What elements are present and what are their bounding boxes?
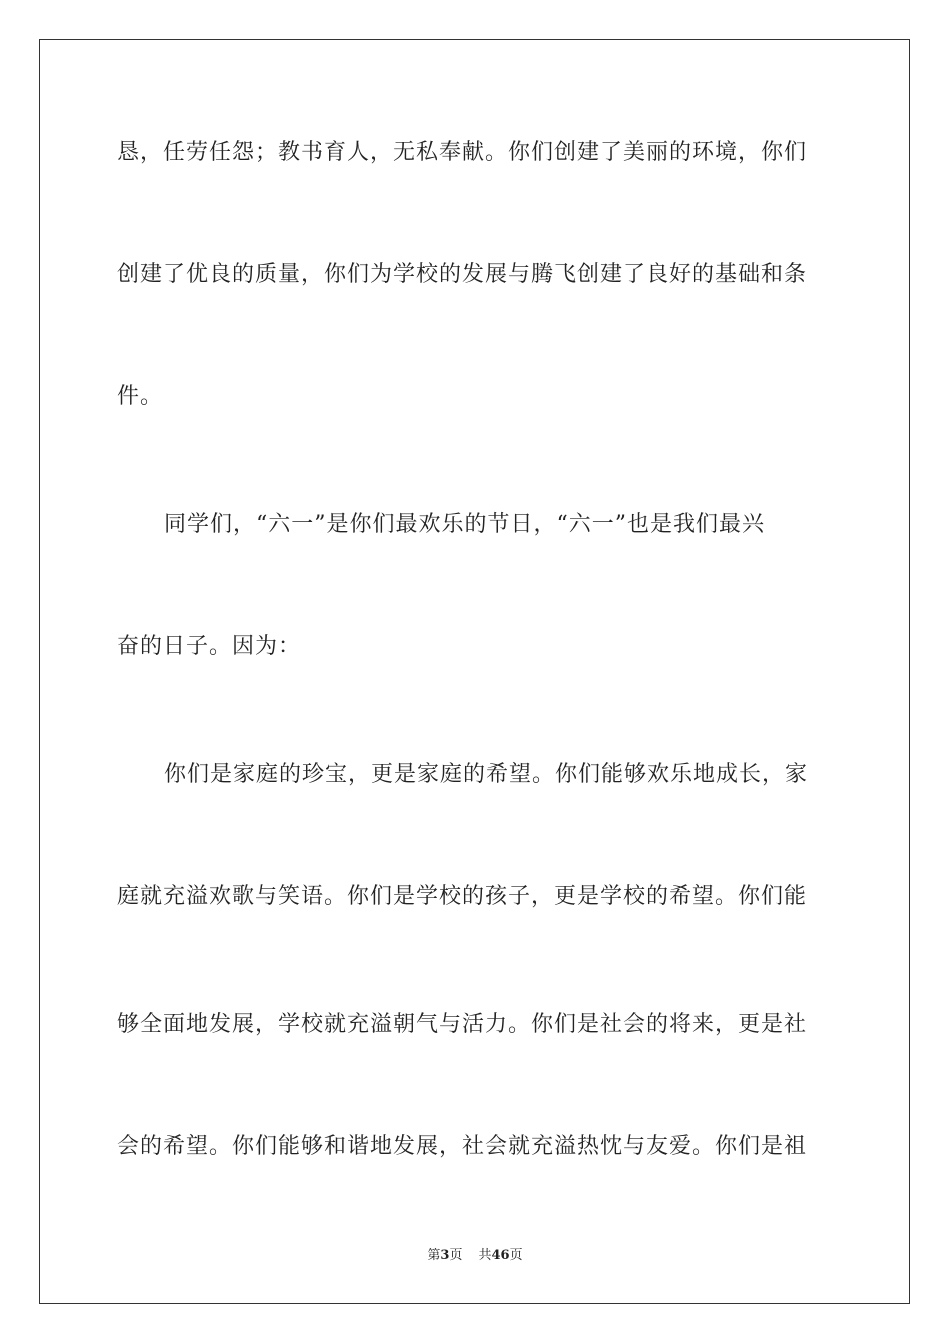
page-footer	[0, 1247, 950, 1265]
footer-total-pages: 46	[491, 1248, 510, 1263]
paragraph-line-2: 你们是家庭的珍宝，更是家庭的希望。你们能够欢乐地成长，家	[164, 762, 809, 787]
body-text-line-3: 件。	[117, 384, 164, 409]
page-frame	[39, 39, 910, 1304]
body-text-line-7: 庭就充溢欢歌与笑语。你们是学校的孩子，更是学校的希望。你们能	[117, 884, 808, 909]
footer-page-suffix: 页	[449, 1248, 463, 1263]
footer-page-prefix: 第	[427, 1248, 441, 1263]
footer-total-suffix: 页	[509, 1248, 523, 1263]
footer-page-number: 3	[440, 1248, 450, 1263]
body-text-line-9: 会的希望。你们能够和谐地发展，社会就充溢热忱与友爱。你们是祖	[117, 1134, 808, 1159]
body-text-line-5: 奋的日子。因为：	[117, 634, 302, 659]
footer-total-prefix: 共	[478, 1248, 492, 1263]
body-text-line-1: 恳，任劳任怨；教书育人，无私奉献。你们创建了美丽的环境，你们	[117, 140, 808, 165]
paragraph-line-1: 同学们，“六一”是你们最欢乐的节日，“六一”也是我们最兴	[164, 512, 765, 537]
body-text-line-8: 够全面地发展，学校就充溢朝气与活力。你们是社会的将来，更是社	[117, 1012, 808, 1037]
body-text-line-2: 创建了优良的质量，你们为学校的发展与腾飞创建了良好的基础和条	[117, 262, 808, 287]
